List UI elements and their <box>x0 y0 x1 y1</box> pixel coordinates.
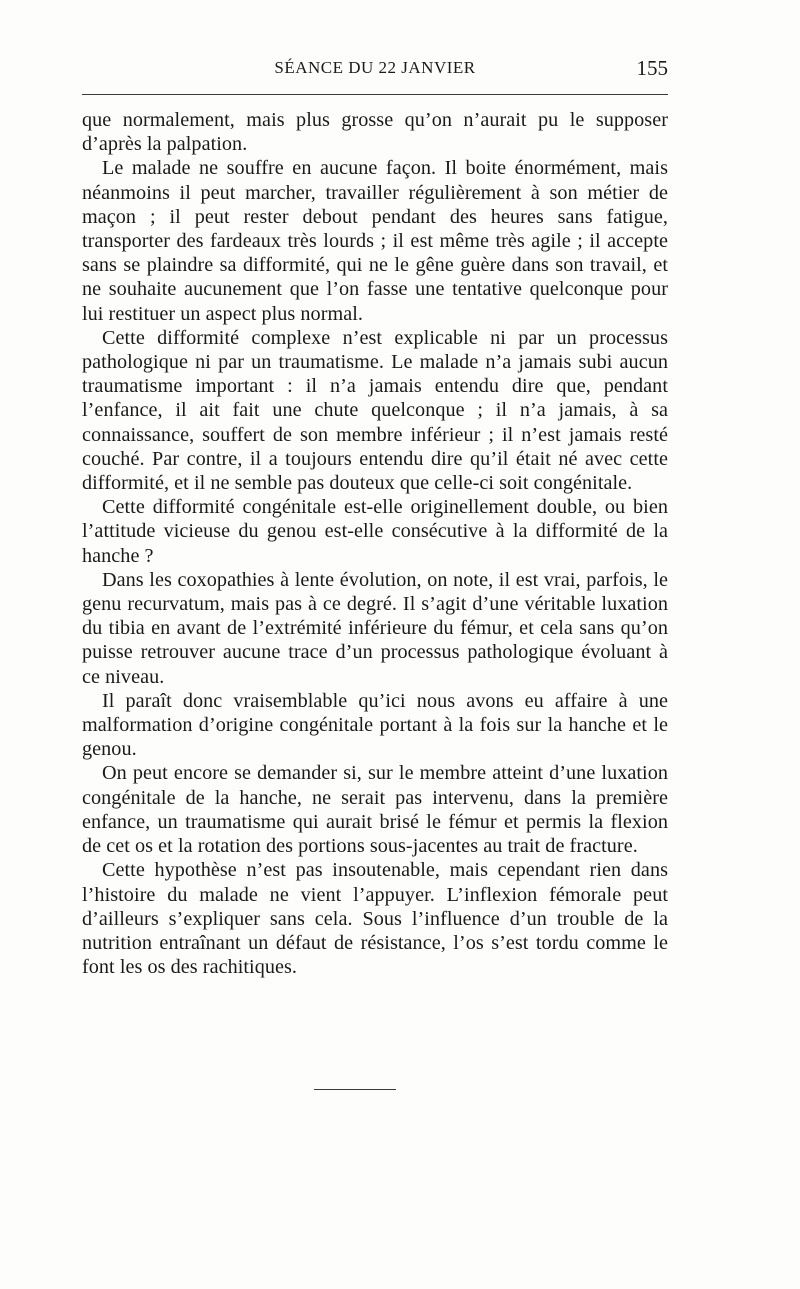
paragraph: Cette hypothèse n’est pas insoutenable, mais cependant rien dans l’histoire du malade ne vient l’appuyer. L’inflexion fémorale peut d’ailleurs s’expliquer sans cela. Sous l’influence d’un trouble de la nutrition entraînant un défaut de résistance, l’os s’est tordu comme le font les os des rachitiques. <box>82 859 668 979</box>
paragraph: Le malade ne souffre en aucune façon. Il boite énormément, mais néanmoins il peut marcher, travailler régulièrement à son métier de maçon ; il peut rester debout pendant des heures sans fatigue, transporter des fardeaux très lourds ; il est même très agile ; il accepte sans se plaindre sa difformité, qui ne le gêne guère dans son travail, et ne souhaite aucunement que l’on fasse une tentative quelconque pour lui restituer un aspect plus normal. <box>82 157 668 325</box>
body-text <box>82 108 668 979</box>
running-title: SÉANCE DU 22 JANVIER <box>274 58 476 77</box>
page-number: 155 <box>636 56 668 80</box>
paragraph: Cette difformité complexe n’est explicable ni par un processus pathologique ni par un traumatisme. Le malade n’a jamais subi aucun traumatisme important : il n’a jamais entendu dire que, pendant l’enfance, il ait fait une chute quelconque ; il n’a jamais, à sa connaissance, souffert de son membre inférieur ; il n’est jamais resté couché. Par contre, il a toujours entendu dire qu’il était né avec cette difformité, et il ne semble pas douteux que celle-ci soit congénitale. <box>82 326 668 495</box>
end-rule <box>314 1089 396 1090</box>
page-header <box>82 56 668 82</box>
paragraph: On peut encore se demander si, sur le membre atteint d’une luxation congénitale de la hanche, ne serait pas intervenu, dans la première enfance, un traumatisme qui aurait brisé le fémur et permis la flexion de cet os et la rotation des portions sous-jacentes au trait de fracture. <box>82 762 668 858</box>
header-rule <box>82 94 668 95</box>
paragraph: Il paraît donc vraisemblable qu’ici nous avons eu affaire à une malformation d’origine congénitale portant à la fois sur la hanche et le genou. <box>82 689 668 761</box>
paragraph: Dans les coxopathies à lente évolution, on note, il est vrai, parfois, le genu recurvatum, mais pas à ce degré. Il s’agit d’une véritable luxation du tibia en avant de l’extrémité inférieure du fémur, et cela sans qu’on puisse retrouver aucune trace d’un processus pathologique évoluant à ce niveau. <box>82 568 668 688</box>
paragraph-continuation: que normalement, mais plus grosse qu’on n’aurait pu le supposer d’après la palpation. <box>82 109 668 156</box>
paragraph: Cette difformité congénitale est-elle originellement double, ou bien l’attitude vicieuse du genou est-elle consécutive à la difformité de la hanche ? <box>82 496 668 567</box>
